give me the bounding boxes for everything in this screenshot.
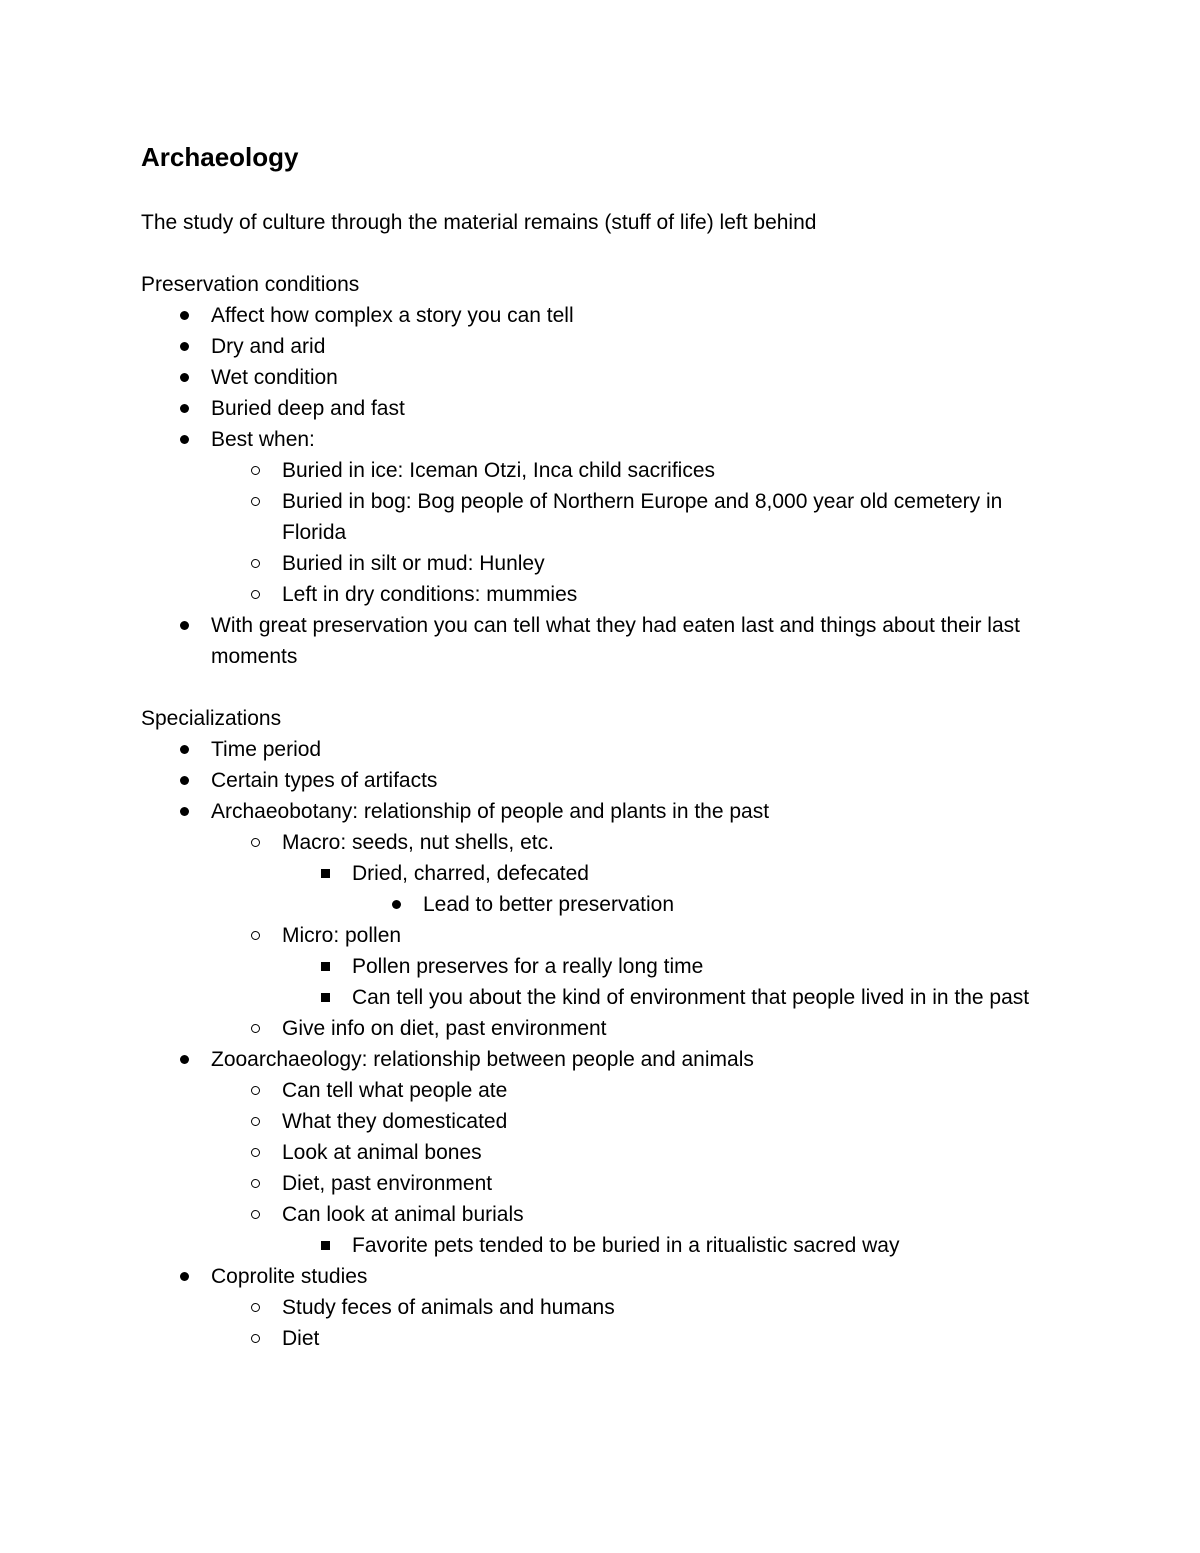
bullet-square-icon: [321, 869, 330, 878]
bullet-circle-icon: [251, 1210, 260, 1219]
bullet-square-icon: [321, 993, 330, 1002]
intro-paragraph: The study of culture through the material remains (stuff of life) left behind: [141, 211, 817, 234]
specializations-list: [141, 734, 1041, 827]
bullet-circle-icon: [251, 1117, 260, 1126]
list-item: Look at animal bones: [141, 1137, 1041, 1168]
list-item: Buried in ice: Iceman Otzi, Inca child sacrifices: [141, 455, 1041, 486]
list-item: Can tell what people ate: [141, 1075, 1041, 1106]
section-heading-preservation: Preservation conditions: [141, 273, 360, 296]
bullet-circle-icon: [251, 1334, 260, 1343]
bullet-circle-icon: [251, 1179, 260, 1188]
zooarchaeology-list: [141, 1075, 1041, 1230]
specializations-list-coprolite: [141, 1261, 1041, 1292]
bullet-disc-icon: [180, 404, 189, 413]
list-item: Diet, past environment: [141, 1168, 1041, 1199]
list-item: Time period: [141, 734, 1041, 765]
list-item: Dry and arid: [141, 331, 1041, 362]
bullet-disc-icon: [180, 745, 189, 754]
bullet-square-icon: [321, 962, 330, 971]
bullet-circle-icon: [251, 838, 260, 847]
list-item: Buried in bog: Bog people of Northern Europe and 8,000 year old cemetery in Florida: [141, 486, 1041, 548]
list-item: With great preservation you can tell what they had eaten last and things about their last moments: [141, 610, 1041, 672]
list-item: Best when:: [141, 424, 1041, 455]
list-item: Macro: seeds, nut shells, etc.: [141, 827, 1041, 858]
section-preservation: [141, 269, 1041, 672]
list-item: Zooarchaeology: relationship between people and animals: [141, 1044, 1041, 1075]
preservation-list-continued: [141, 610, 1041, 672]
list-item: Micro: pollen: [141, 920, 1041, 951]
bullet-circle-icon: [251, 1303, 260, 1312]
section-heading-specializations: Specializations: [141, 707, 282, 730]
list-item: Diet: [141, 1323, 1041, 1354]
coprolite-list: [141, 1292, 1041, 1354]
list-item: Affect how complex a story you can tell: [141, 300, 1041, 331]
burials-list: [141, 1230, 1041, 1261]
bullet-circle-icon: [251, 590, 260, 599]
bullet-disc-icon: [180, 621, 189, 630]
preservation-list: [141, 300, 1041, 455]
list-item: Certain types of artifacts: [141, 765, 1041, 796]
bullet-circle-icon: [251, 1148, 260, 1157]
macro-list: [141, 858, 1041, 889]
bullet-disc-icon: [392, 900, 401, 909]
list-item: Lead to better preservation: [141, 889, 1041, 920]
list-item: Buried deep and fast: [141, 393, 1041, 424]
archaeobotany-list-info: [141, 1013, 1041, 1044]
archaeobotany-list-micro: [141, 920, 1041, 951]
list-item: What they domesticated: [141, 1106, 1041, 1137]
list-item: Archaeobotany: relationship of people and plants in the past: [141, 796, 1041, 827]
bullet-disc-icon: [180, 1055, 189, 1064]
list-item: Dried, charred, defecated: [141, 858, 1041, 889]
micro-list: [141, 951, 1041, 1013]
list-item: Wet condition: [141, 362, 1041, 393]
list-item: Favorite pets tended to be buried in a ritualistic sacred way: [141, 1230, 1041, 1261]
bullet-disc-icon: [180, 807, 189, 816]
specializations-list-zoo: [141, 1044, 1041, 1075]
archaeobotany-list: [141, 827, 1041, 858]
bullet-circle-icon: [251, 1024, 260, 1033]
list-item: Can look at animal burials: [141, 1199, 1041, 1230]
bullet-disc-icon: [180, 1272, 189, 1281]
bullet-circle-icon: [251, 466, 260, 475]
bullet-circle-icon: [251, 1086, 260, 1095]
list-item: Left in dry conditions: mummies: [141, 579, 1041, 610]
list-item: Coprolite studies: [141, 1261, 1041, 1292]
bullet-disc-icon: [180, 776, 189, 785]
list-item: Can tell you about the kind of environment that people lived in in the past: [141, 982, 1041, 1013]
document-page: [141, 139, 1041, 1354]
list-item: Buried in silt or mud: Hunley: [141, 548, 1041, 579]
macro-sub-list: [141, 889, 1041, 920]
list-item: Study feces of animals and humans: [141, 1292, 1041, 1323]
bullet-disc-icon: [180, 435, 189, 444]
bullet-circle-icon: [251, 931, 260, 940]
best-when-list: [141, 455, 1041, 610]
section-specializations: [141, 703, 1041, 1354]
list-item: Give info on diet, past environment: [141, 1013, 1041, 1044]
bullet-disc-icon: [180, 311, 189, 320]
list-item: Pollen preserves for a really long time: [141, 951, 1041, 982]
bullet-circle-icon: [251, 559, 260, 568]
bullet-circle-icon: [251, 497, 260, 506]
bullet-square-icon: [321, 1241, 330, 1250]
bullet-disc-icon: [180, 373, 189, 382]
document-title: Archaeology: [141, 142, 299, 172]
bullet-disc-icon: [180, 342, 189, 351]
